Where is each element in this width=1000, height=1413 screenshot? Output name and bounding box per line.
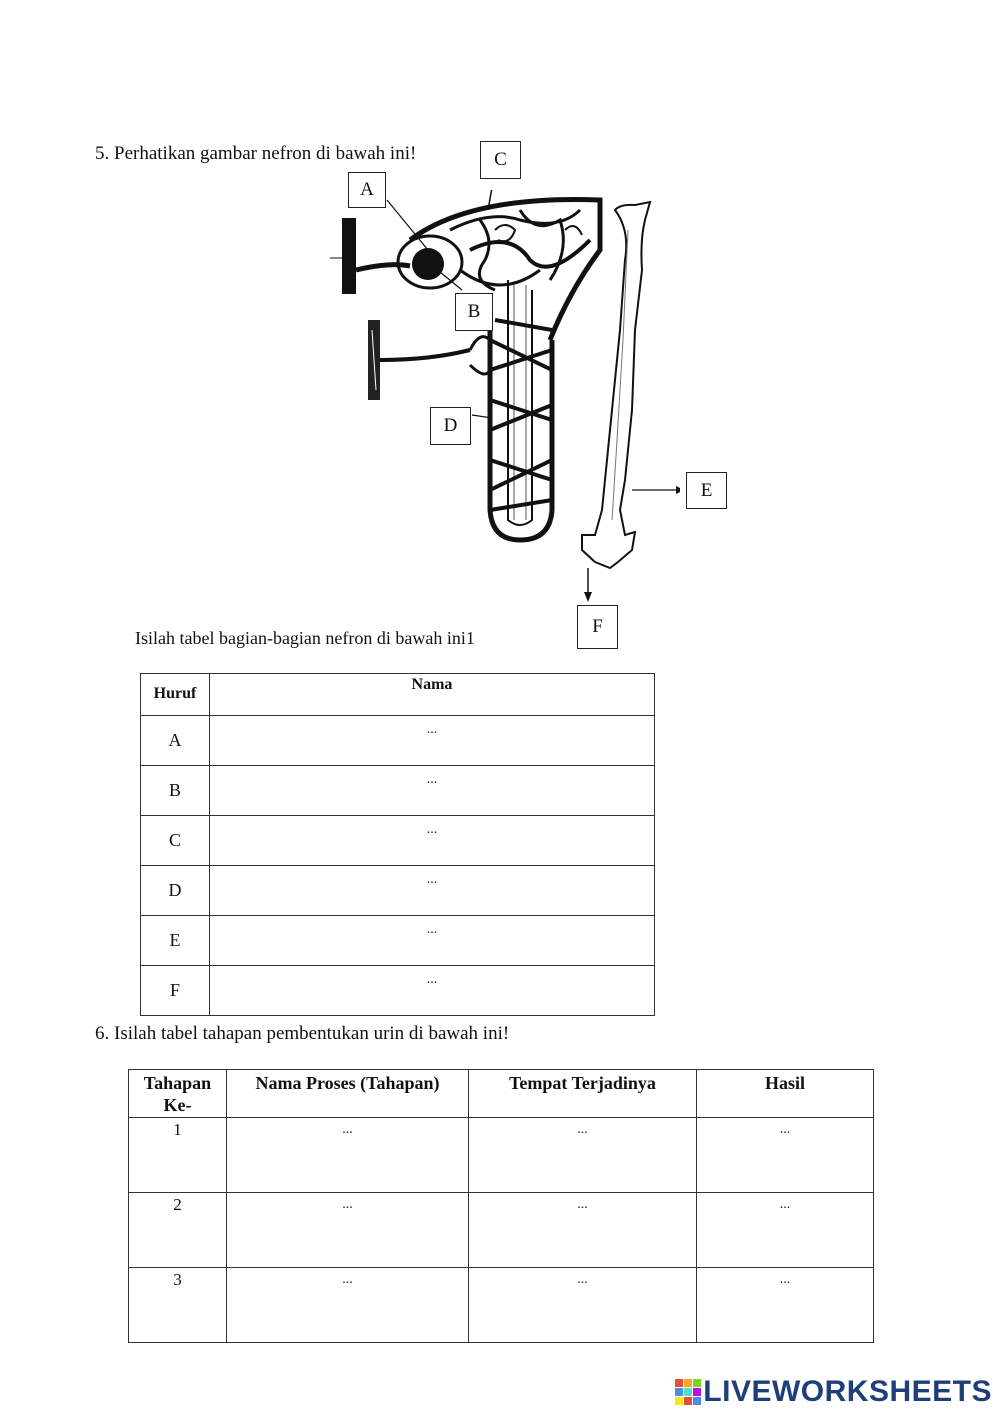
table-header-proses: Nama Proses (Tahapan) xyxy=(227,1070,469,1118)
liveworksheets-logo-icon xyxy=(675,1379,701,1405)
row-letter: B xyxy=(141,766,210,816)
question-5-title: 5. Perhatikan gambar nefron di bawah ini! xyxy=(95,143,417,164)
table-header-huruf: Huruf xyxy=(141,674,210,716)
row-proses-input[interactable]: ... xyxy=(227,1268,469,1343)
table-header-hasil: Hasil xyxy=(697,1070,874,1118)
row-name-input[interactable]: ... xyxy=(210,816,655,866)
label-f: F xyxy=(577,605,618,649)
row-proses-input[interactable]: ... xyxy=(227,1118,469,1193)
label-d: D xyxy=(430,407,471,445)
table-row xyxy=(141,916,655,966)
row-letter: D xyxy=(141,866,210,916)
row-stage-number: 3 xyxy=(129,1268,227,1343)
table-row xyxy=(129,1193,874,1268)
table-row xyxy=(141,966,655,1016)
table-row xyxy=(129,1268,874,1343)
table-header-tempat: Tempat Terjadinya xyxy=(469,1070,697,1118)
row-letter: A xyxy=(141,716,210,766)
table-row xyxy=(141,716,655,766)
row-name-input[interactable]: ... xyxy=(210,916,655,966)
question-6-title: 6. Isilah tabel tahapan pembentukan urin di bawah ini! xyxy=(95,1023,510,1044)
row-letter: F xyxy=(141,966,210,1016)
label-b: B xyxy=(455,293,493,331)
table-header-nama: Nama xyxy=(210,674,655,716)
label-e: E xyxy=(686,472,727,509)
row-hasil-input[interactable]: ... xyxy=(697,1118,874,1193)
row-hasil-input[interactable]: ... xyxy=(697,1193,874,1268)
table-row xyxy=(141,816,655,866)
liveworksheets-logo-text: LIVEWORKSHEETS xyxy=(703,1375,992,1408)
row-tempat-input[interactable]: ... xyxy=(469,1118,697,1193)
row-name-input[interactable]: ... xyxy=(210,866,655,916)
row-name-input[interactable]: ... xyxy=(210,966,655,1016)
label-a: A xyxy=(348,172,386,208)
nephron-table xyxy=(140,673,655,1016)
nephron-diagram xyxy=(320,190,680,610)
table-row xyxy=(141,766,655,816)
row-proses-input[interactable]: ... xyxy=(227,1193,469,1268)
row-stage-number: 2 xyxy=(129,1193,227,1268)
row-letter: E xyxy=(141,916,210,966)
urine-formation-table xyxy=(128,1069,874,1343)
row-name-input[interactable]: ... xyxy=(210,716,655,766)
row-name-input[interactable]: ... xyxy=(210,766,655,816)
liveworksheets-logo[interactable] xyxy=(675,1375,992,1409)
table-header-tahapan: Tahapan Ke- xyxy=(129,1070,227,1118)
row-tempat-input[interactable]: ... xyxy=(469,1268,697,1343)
table-row xyxy=(141,866,655,916)
label-c: C xyxy=(480,141,521,179)
question-5-instruction: Isilah tabel bagian-bagian nefron di bawah ini1 xyxy=(135,628,475,648)
row-tempat-input[interactable]: ... xyxy=(469,1193,697,1268)
row-stage-number: 1 xyxy=(129,1118,227,1193)
row-hasil-input[interactable]: ... xyxy=(697,1268,874,1343)
row-letter: C xyxy=(141,816,210,866)
table-row xyxy=(129,1118,874,1193)
